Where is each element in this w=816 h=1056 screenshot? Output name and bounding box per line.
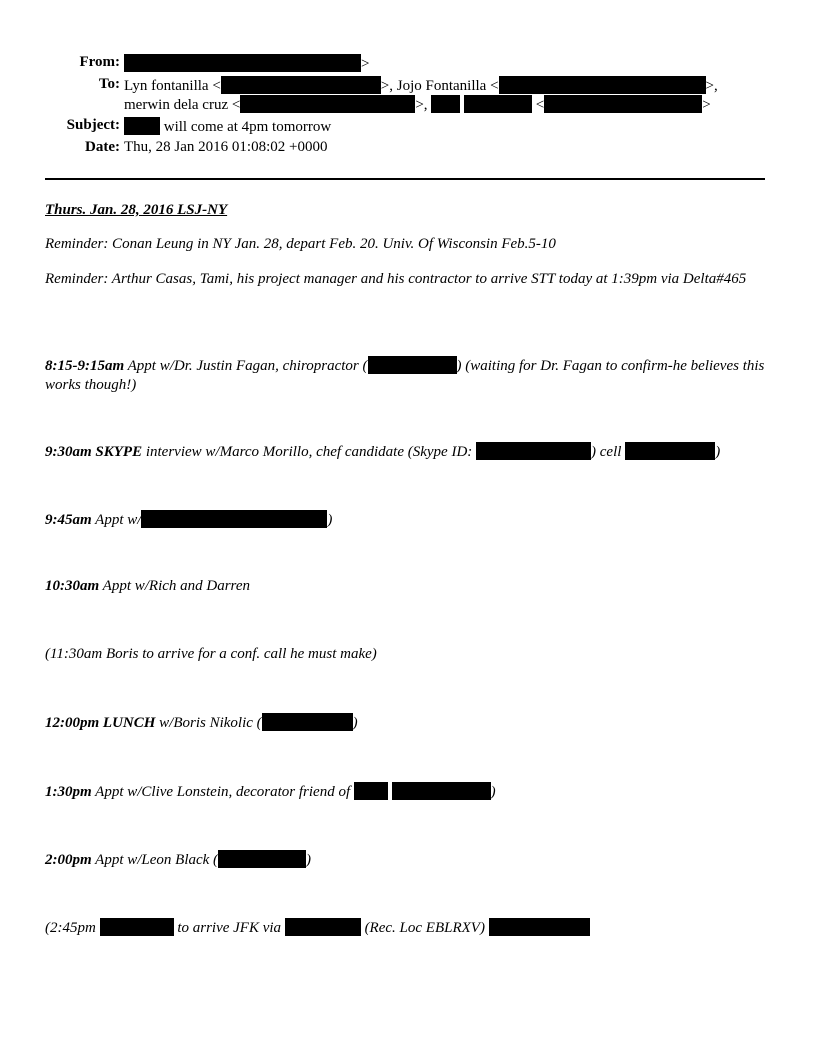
entry-130: 1:30pm Appt w/Clive Lonstein, decorator friend of ) — [45, 784, 496, 800]
redaction-box — [368, 356, 457, 374]
redaction-box — [544, 95, 702, 113]
redaction-box — [124, 117, 160, 135]
entry-skype: 9:30am SKYPE interview w/Marco Morillo, chef candidate (Skype ID: ) cell ) — [45, 444, 721, 460]
entry-chiropractor: 8:15-9:15am Appt w/Dr. Justin Fagan, chiropractor ( ) (waiting for Dr. Fagan to confirm-he believes this works though!) — [45, 358, 765, 393]
from-label: From: — [79, 54, 120, 70]
redaction-box — [354, 782, 388, 800]
entry-lunch: 12:00pm LUNCH w/Boris Nikolic ( ) — [45, 715, 358, 731]
redaction-box — [124, 54, 361, 72]
redaction-box — [625, 442, 715, 460]
header-divider — [45, 178, 765, 180]
redaction-box — [218, 850, 306, 868]
entry-1030: 10:30am Appt w/Rich and Darren — [45, 578, 250, 594]
redaction-box — [431, 95, 460, 113]
subject-label: Subject: — [66, 117, 120, 133]
entry-200: 2:00pm Appt w/Leon Black ( ) — [45, 852, 312, 868]
schedule-title: Thurs. Jan. 28, 2016 LSJ-NY — [45, 202, 228, 218]
entry-1130: (11:30am Boris to arrive for a conf. call he must make) — [45, 646, 377, 662]
redaction-box — [464, 95, 532, 113]
redaction-box — [499, 76, 706, 94]
entry-245: (2:45pm to arrive JFK via (Rec. Loc EBLRXV) — [45, 918, 590, 937]
to-value-line2: merwin dela cruz < >, < > — [124, 97, 711, 113]
date-value: Thu, 28 Jan 2016 01:08:02 +0000 — [124, 139, 328, 155]
reminder-2: Reminder: Arthur Casas, Tami, his project manager and his contractor to arrive STT today at 1:39pm via Delta#465 — [45, 271, 747, 287]
date-label: Date: — [85, 139, 120, 155]
redaction-box — [100, 918, 174, 936]
subject-value: will come at 4pm tomorrow — [124, 117, 331, 136]
redaction-box — [221, 76, 381, 94]
reminder-1: Reminder: Conan Leung in NY Jan. 28, depart Feb. 20. Univ. Of Wisconsin Feb.5-10 — [45, 236, 556, 252]
redaction-box — [489, 918, 590, 936]
redaction-box — [141, 510, 327, 528]
entry-945: 9:45am Appt w/ ) — [45, 512, 333, 528]
redaction-box — [476, 442, 591, 460]
from-value: > — [124, 54, 369, 73]
redaction-box — [392, 782, 491, 800]
redaction-box — [240, 95, 415, 113]
to-value-line1: Lyn fontanilla < >, Jojo Fontanilla < >, — [124, 78, 718, 94]
to-label: To: — [98, 76, 120, 92]
redaction-box — [285, 918, 361, 936]
redaction-box — [262, 713, 353, 731]
